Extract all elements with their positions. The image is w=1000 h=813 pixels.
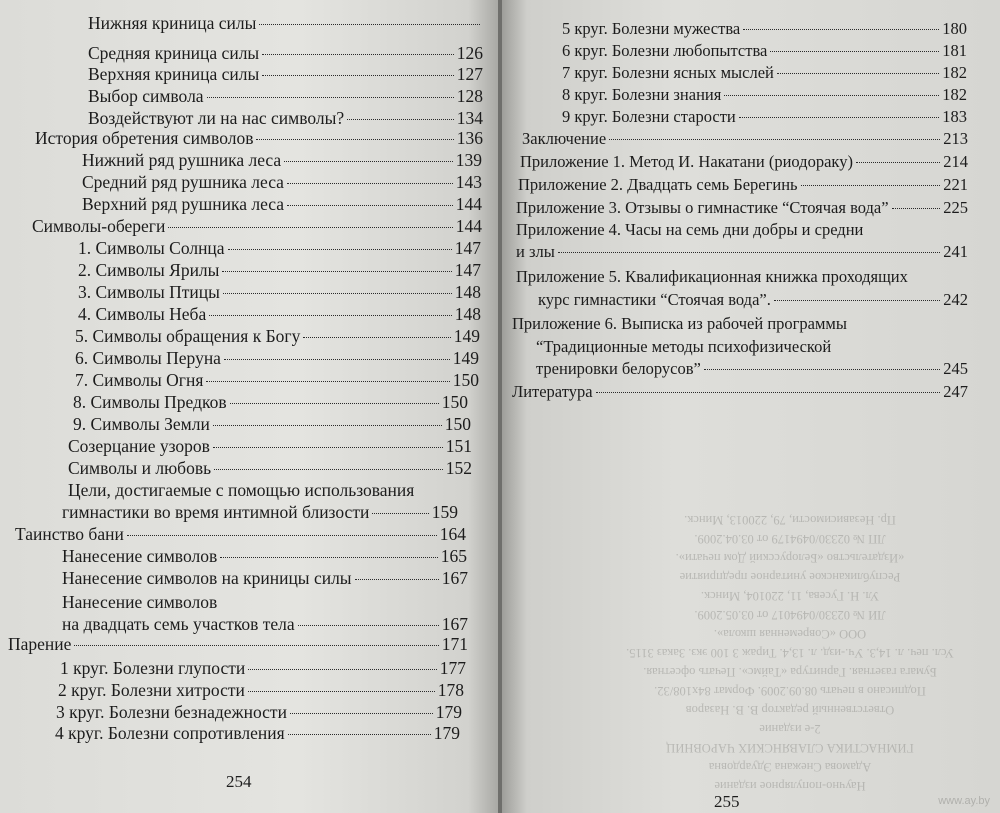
toc-entry: “Традиционные методы психофизической <box>536 337 832 356</box>
toc-entry: Средняя криница силы 126 <box>88 43 483 63</box>
toc-entry: Нанесение символов на криницы силы 167 <box>62 568 468 588</box>
toc-entry: Приложение 1. Метод И. Накатани (риодораку) 214 <box>520 152 968 171</box>
toc-entry: Выбор символа 128 <box>88 86 483 106</box>
toc-entry: Литература 247 <box>512 382 968 401</box>
toc-entry: 4 круг. Болезни сопротивления 179 <box>55 723 460 743</box>
toc-entry: 3. Символы Птицы 148 <box>78 282 481 302</box>
toc-entry: Нижний ряд рушника леса 139 <box>82 150 482 170</box>
toc-entry: гимнастики во время интимной близости 159 <box>62 502 458 522</box>
toc-entry: 2. Символы Ярилы 147 <box>78 260 481 280</box>
imprint-bleed-through: Научно-популярное издание Адамова Снежана Эдуардовна ГИМНАСТИКА СЛАВЯНСКИХ ЧАРОВНИЦ 2-е издание Ответственный редактор В. В. Назаров Подписано в печать 08.09.2009. Формат 84х108/32. Бумага газетная. Гарнитура «Таймс». Печать офсетная. Усл. печ. л. 14,3. Уч.-изд. л. 13,4. Тираж 3 100 экз. Заказ 3115. ООО «Современная школа». ЛИ № 02330/0494017 от 03.05.2009. Ул. Н. Гусева, 11, 220104, Минск. Республиканское унитарное предприятие «Издательство «Белорусский Дом печати». ЛП № 02330/0494179 от 03.04.2009. Пр. Независимости, 79, 220013, Минск. <box>626 513 954 793</box>
toc-entry: Заключение 213 <box>522 129 968 148</box>
toc-entry: 3 круг. Болезни безнадежности 179 <box>56 702 462 722</box>
toc-entry: Приложение 6. Выписка из рабочей программы <box>512 314 847 333</box>
toc-entry: 9. Символы Земли 150 <box>73 414 471 434</box>
toc-entry: 4. Символы Неба 148 <box>78 304 481 324</box>
toc-entry: 7. Символы Огня 150 <box>75 370 479 390</box>
toc-entry: Приложение 2. Двадцать семь Берегинь 221 <box>518 175 968 194</box>
toc-entry: 6 круг. Болезни любопытства 181 <box>562 41 967 60</box>
toc-entry: 8. Символы Предков 150 <box>73 392 468 412</box>
toc-entry: 1 круг. Болезни глупости 177 <box>60 658 466 678</box>
toc-entry: Символы-обереги 144 <box>32 216 482 236</box>
toc-entry: Таинство бани 164 <box>15 524 466 544</box>
toc-entry: Нижняя криница силы <box>88 13 483 34</box>
toc-entry: Приложение 3. Отзывы о гимнастике “Стоячая вода” 225 <box>516 198 968 217</box>
toc-entry: 9 круг. Болезни старости 183 <box>562 107 967 126</box>
toc-entry: Приложение 4. Часы на семь дни добры и средни <box>516 220 864 239</box>
toc-entry: и злы 241 <box>516 242 968 261</box>
toc-entry: 1. Символы Солнца 147 <box>78 238 481 258</box>
toc-entry: 8 круг. Болезни знания 182 <box>562 85 967 104</box>
toc-entry: Созерцание узоров 151 <box>68 436 472 456</box>
toc-entry: Символы и любовь 152 <box>68 458 472 478</box>
toc-entry: Средний ряд рушника леса 143 <box>82 172 482 192</box>
toc-entry: История обретения символов 136 <box>35 128 483 148</box>
toc-entry: Воздействуют ли на нас символы? 134 <box>88 108 483 128</box>
page-number: 255 <box>714 792 740 811</box>
toc-entry: 5. Символы обращения к Богу 149 <box>75 326 480 346</box>
toc-entry: Приложение 5. Квалификационная книжка проходящих <box>516 267 908 286</box>
toc-entry: тренировки белорусов” 245 <box>536 359 968 378</box>
toc-entry: 6. Символы Перуна 149 <box>75 348 479 368</box>
toc-entry: Парение 171 <box>8 634 468 654</box>
watermark: www.ay.by <box>938 795 990 807</box>
toc-entry: Нанесение символов <box>62 592 218 612</box>
toc-entry: на двадцать семь участков тела 167 <box>62 614 468 634</box>
page-number: 254 <box>226 772 252 791</box>
toc-entry: Верхний ряд рушника леса 144 <box>82 194 482 214</box>
toc-entry: 5 круг. Болезни мужества 180 <box>562 19 967 38</box>
left-page <box>0 0 498 813</box>
toc-entry: Верхняя криница силы 127 <box>88 64 483 84</box>
toc-entry: Нанесение символов 165 <box>62 546 467 566</box>
toc-entry: курс гимнастики “Стоячая вода”. 242 <box>538 290 968 309</box>
toc-entry: Цели, достигаемые с помощью использования <box>68 480 415 500</box>
toc-entry: 2 круг. Болезни хитрости 178 <box>58 680 464 700</box>
toc-entry: 7 круг. Болезни ясных мыслей 182 <box>562 63 967 82</box>
